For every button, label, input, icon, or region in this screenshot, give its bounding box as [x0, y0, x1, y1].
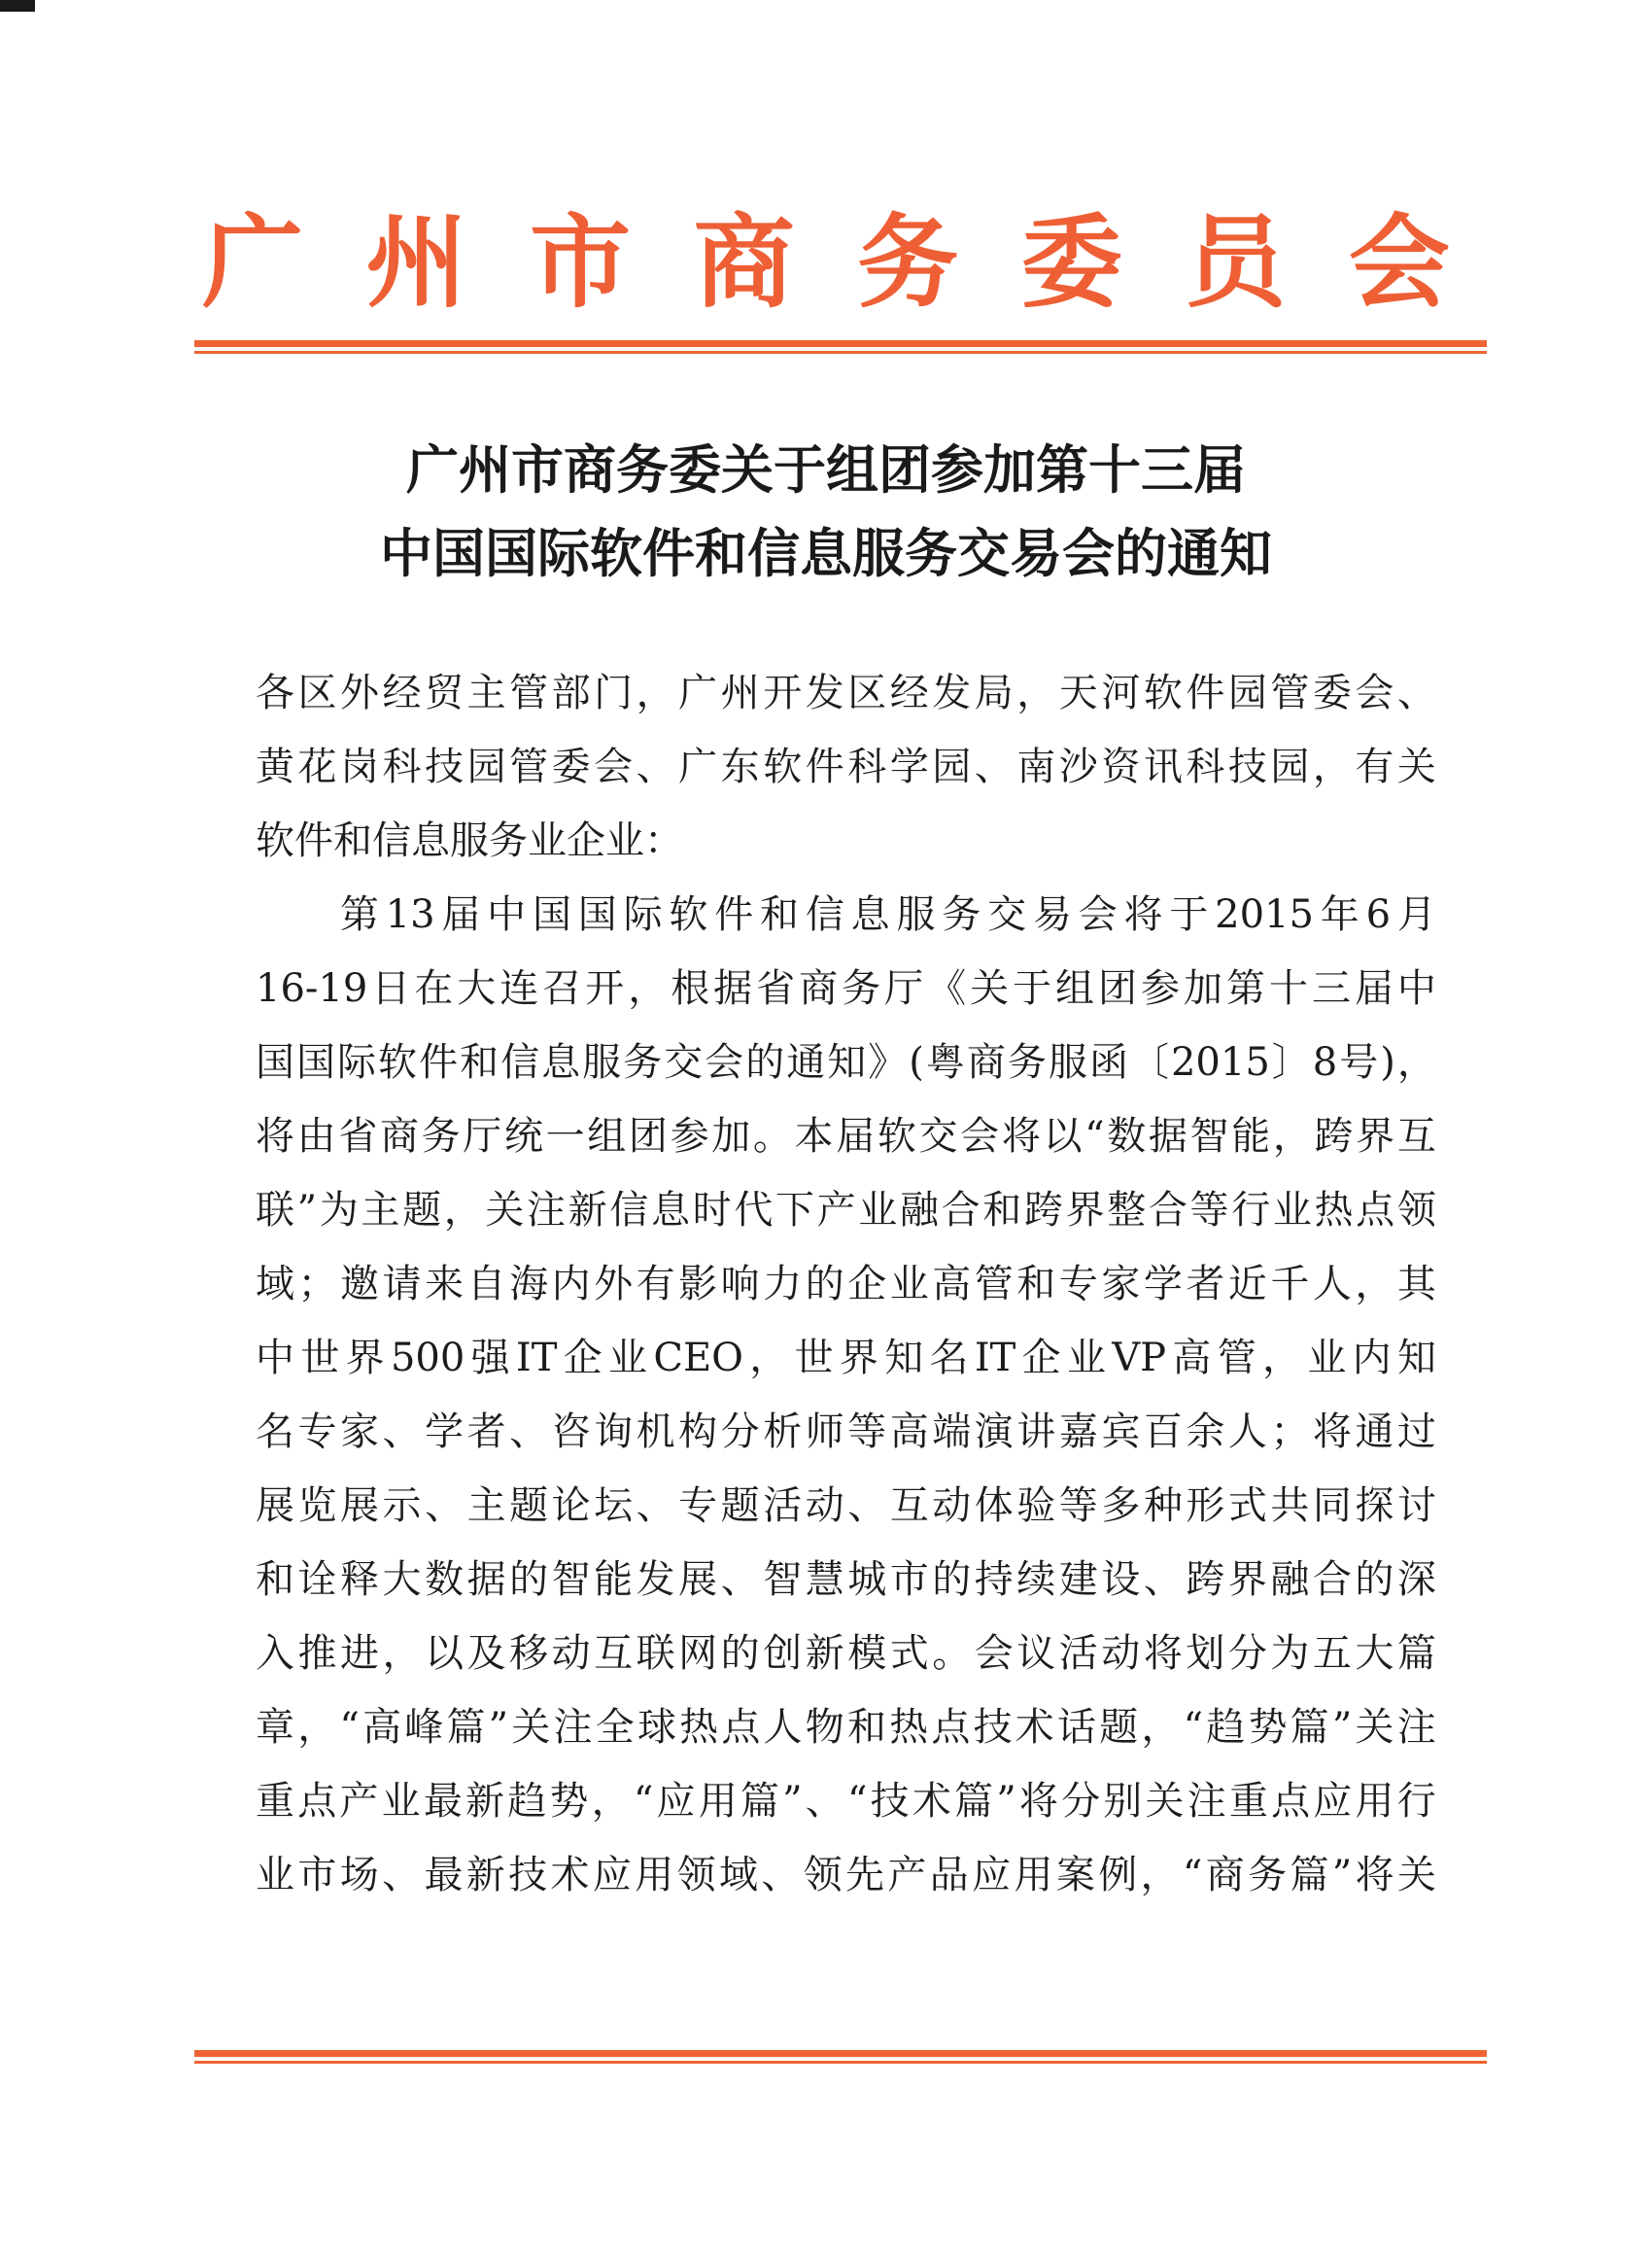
body-line: 名 专 家 、 学 者 、 咨 询 机 构 分 析 师 等 高 端 演 讲 嘉 宾 百 余 人 ； 将 通 过 [256, 1409, 1436, 1454]
body-line: 域 ； 邀 请 来 自 海 内 外 有 影 响 力 的 企 业 高 管 和 专 家 学 者 近 千 人 ， 其 [256, 1262, 1436, 1306]
body-line: 和 诠 释 大 数 据 的 智 能 发 展 、 智 慧 城 市 的 持 续 建 设 、 跨 界 融 合 的 深 [256, 1557, 1436, 1602]
issuing-organization-header [194, 204, 1458, 321]
body-line: 重 点 产 业 最 新 趋 势 ， “ 应 用 篇 ” 、 “ 技 术 篇 ” 将 分 别 关 注 重 点 应 用 行 [256, 1779, 1436, 1824]
scan-edge-mark [0, 0, 35, 12]
document-title [194, 428, 1458, 595]
header-char: 员 [1185, 202, 1287, 322]
header-rule-thin [194, 351, 1487, 354]
title-line-2: 中国国际软件和信息服务交易会的通知 [380, 522, 1272, 584]
header-char: 会 [1348, 202, 1450, 322]
header-char: 务 [857, 202, 959, 322]
footer-rule-thin [194, 2061, 1487, 2064]
title-line-1: 广州市商务委关于组团参加第十三届 [406, 438, 1246, 501]
header-char: 市 [530, 202, 632, 322]
body-line: 入 推 进 ， 以 及 移 动 互 联 网 的 创 新 模 式 。 会 议 活 动 将 划 分 为 五 大 篇 [256, 1631, 1436, 1676]
body-line: 章 ， “ 高 峰 篇 ” 关 注 全 球 热 点 人 物 和 热 点 技 术 话 题 ， “ 趋 势 篇 ” 关 注 [256, 1705, 1436, 1750]
header-char: 州 [365, 202, 467, 322]
body-line: 将 由 省 商 务 厅 统 一 组 团 参 加 。 本 届 软 交 会 将 以 “ 数 据 智 能 ， 跨 界 互 [256, 1114, 1436, 1159]
header-rule-thick [194, 340, 1487, 347]
body-line: 黄 花 岗 科 技 园 管 委 会 、 广 东 软 件 科 学 园 、 南 沙 资 讯 科 技 园 ， 有 关 [256, 745, 1436, 789]
footer-rule-thick [194, 2050, 1487, 2057]
header-char: 广 [201, 202, 303, 322]
body-line: 联 ” 为 主 题 ， 关 注 新 信 息 时 代 下 产 业 融 合 和 跨 界 整 合 等 行 业 热 点 领 [256, 1188, 1436, 1233]
header-char: 商 [693, 202, 795, 322]
header-char: 委 [1020, 202, 1122, 322]
body-line: 16-19 日 在 大 连 召 开 ， 根 据 省 商 务 厅 《 关 于 组 团 参 加 第 十 三 届 中 [256, 966, 1436, 1011]
document-body [256, 656, 1436, 1912]
body-line: 国 国 际 软 件 和 信 息 服 务 交 会 的 通 知 》 ( 粤 商 务 服 函 〔 2015 〕 8 号 ) ， [256, 1040, 1436, 1085]
body-line: 软件和信息服务业企业： [256, 818, 683, 863]
body-line: 第 13 届 中 国 国 际 软 件 和 信 息 服 务 交 易 会 将 于 2015 年 6 月 [339, 892, 1436, 937]
body-line: 业 市 场 、 最 新 技 术 应 用 领 域 、 领 先 产 品 应 用 案 例 ， “ 商 务 篇 ” 将 关 [256, 1853, 1436, 1897]
body-line: 中 世 界 500 强 IT 企 业 CEO ， 世 界 知 名 IT 企 业 VP 高 管 ， 业 内 知 [256, 1336, 1436, 1380]
body-line: 展 览 展 示 、 主 题 论 坛 、 专 题 活 动 、 互 动 体 验 等 多 种 形 式 共 同 探 讨 [256, 1483, 1436, 1528]
body-line: 各 区 外 经 贸 主 管 部 门 ， 广 州 开 发 区 经 发 局 ， 天 河 软 件 园 管 委 会 、 [256, 671, 1436, 715]
